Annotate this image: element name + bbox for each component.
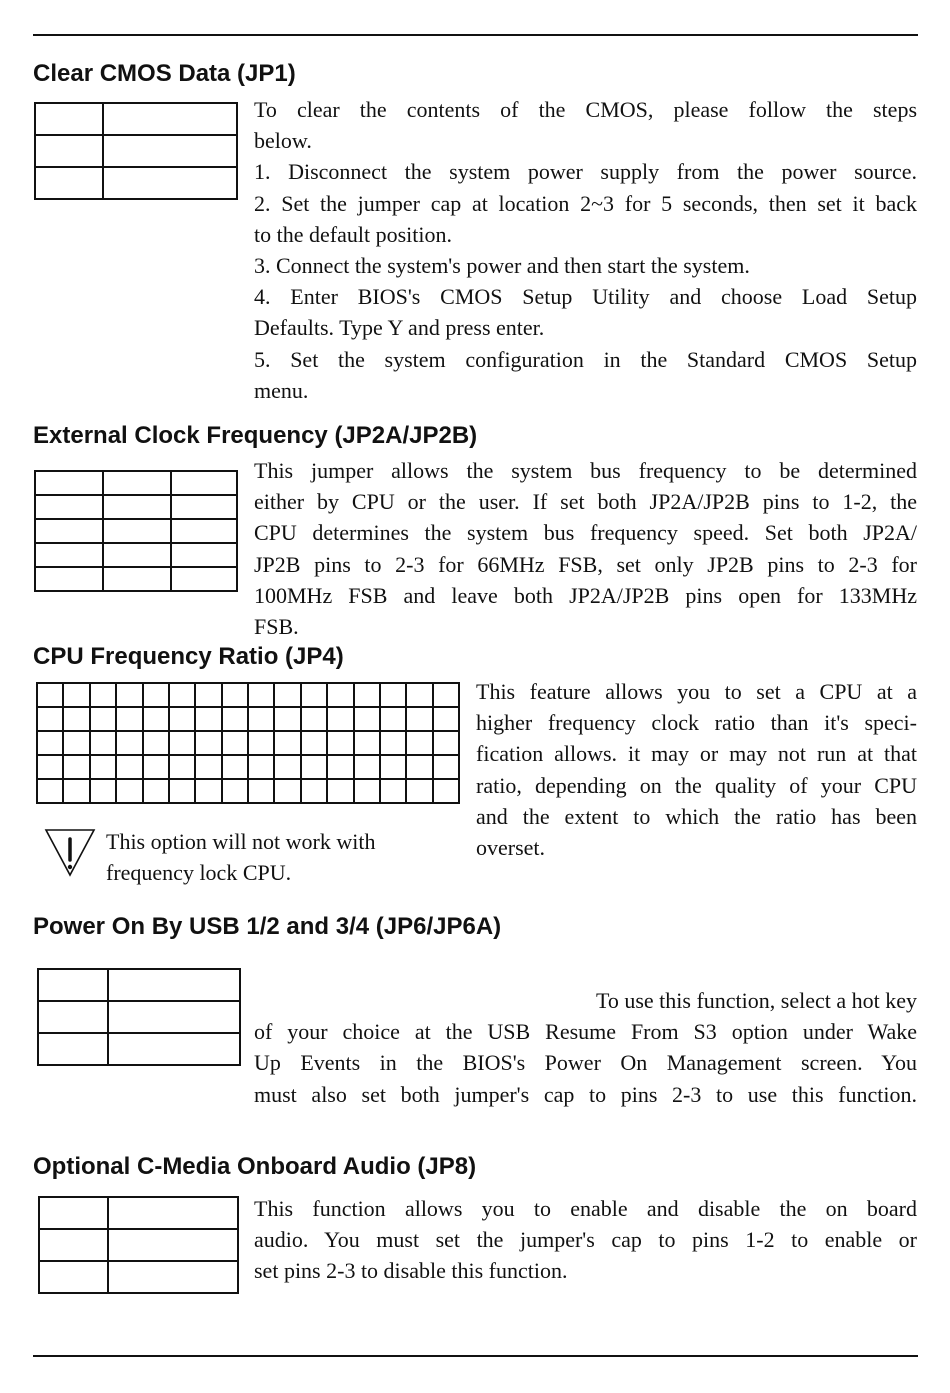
- text-line: This jumper allows the system bus frequency to be determined: [254, 458, 917, 483]
- text-line: audio. You must set the jumper's cap to pins 1-2 to enable or: [254, 1227, 917, 1253]
- jp1-jumper-table: [34, 102, 238, 200]
- text-line: 2. Set the jumper cap at location 2~3 for 5 seconds, then set it back: [254, 190, 917, 216]
- text-line: 100MHz FSB and leave both JP2A/JP2B pins open for 133MHz: [254, 582, 917, 608]
- top-rule: [33, 34, 918, 36]
- jp8-jumper-table: [38, 1196, 239, 1294]
- usb-description: [254, 985, 917, 1110]
- bottom-rule: [33, 1355, 918, 1357]
- text-line: FSB.: [254, 614, 299, 640]
- caution-line: frequency lock CPU.: [106, 860, 292, 886]
- text-line: of your choice at the USB Resume From S3 option under Wake: [254, 1019, 917, 1045]
- cmos-heading: Clear CMOS Data (JP1): [33, 60, 296, 87]
- text-line: set pins 2-3 to disable this function.: [254, 1258, 568, 1284]
- usb-heading: Power On By USB 1/2 and 3/4 (JP6/JP6A): [33, 913, 502, 940]
- cpu-ratio-heading: CPU Frequency Ratio (JP4): [33, 643, 344, 670]
- jp2-jumper-table: [34, 470, 238, 592]
- audio-heading: Optional C-Media Onboard Audio (JP8): [33, 1153, 477, 1180]
- text-line: JP2B pins to 2-3 for 66MHz FSB, set only JP2B pins to 2-3 for: [254, 551, 917, 577]
- text-line: below.: [254, 128, 312, 154]
- text-line: and the extent to which the ratio has been: [476, 803, 917, 829]
- text-line: CPU determines the system bus frequency speed. Set both JP2A/: [254, 520, 917, 546]
- text-line: This function allows you to enable and disable the on board: [254, 1196, 917, 1221]
- clock-description: [254, 455, 917, 642]
- jp4-jumper-table: [36, 682, 460, 804]
- text-line: Up Events in the BIOS's Power On Management screen. You: [254, 1050, 917, 1076]
- text-line: 1. Disconnect the system power supply from the power source.: [254, 159, 917, 185]
- text-line: 5. Set the system configuration in the Standard CMOS Setup: [254, 346, 917, 372]
- text-line: ratio, depending on the quality of your CPU: [476, 772, 917, 798]
- text-line: must also set both jumper's cap to pins 2-3 to use this function.: [254, 1081, 917, 1107]
- cmos-instructions: [254, 94, 917, 406]
- caution-line: This option will not work with: [106, 829, 376, 854]
- caution-note: [106, 826, 436, 888]
- caution-triangle-icon: [44, 827, 96, 877]
- clock-heading: External Clock Frequency (JP2A/JP2B): [33, 422, 478, 449]
- audio-description: [254, 1193, 917, 1287]
- text-line: 4. Enter BIOS's CMOS Setup Utility and choose Load Setup: [254, 284, 917, 310]
- jp6-jumper-table: [37, 968, 241, 1066]
- cpu-ratio-description: [476, 676, 917, 863]
- text-line: higher frequency clock ratio than it's speci-: [476, 710, 917, 736]
- text-line: Defaults. Type Y and press enter.: [254, 315, 545, 341]
- text-line: To use this function, select a hot key: [595, 988, 917, 1013]
- text-line: This feature allows you to set a CPU at a: [476, 679, 917, 704]
- text-line: either by CPU or the user. If set both JP2A/JP2B pins to 1-2, the: [254, 489, 917, 515]
- text-line: menu.: [254, 377, 309, 403]
- text-line: fication allows. it may or may not run at that: [476, 741, 917, 767]
- text-line: To clear the contents of the CMOS, please follow the steps: [254, 97, 917, 122]
- text-line: overset.: [476, 835, 546, 861]
- text-line: to the default position.: [254, 221, 452, 247]
- text-line: 3. Connect the system's power and then start the system.: [254, 253, 750, 279]
